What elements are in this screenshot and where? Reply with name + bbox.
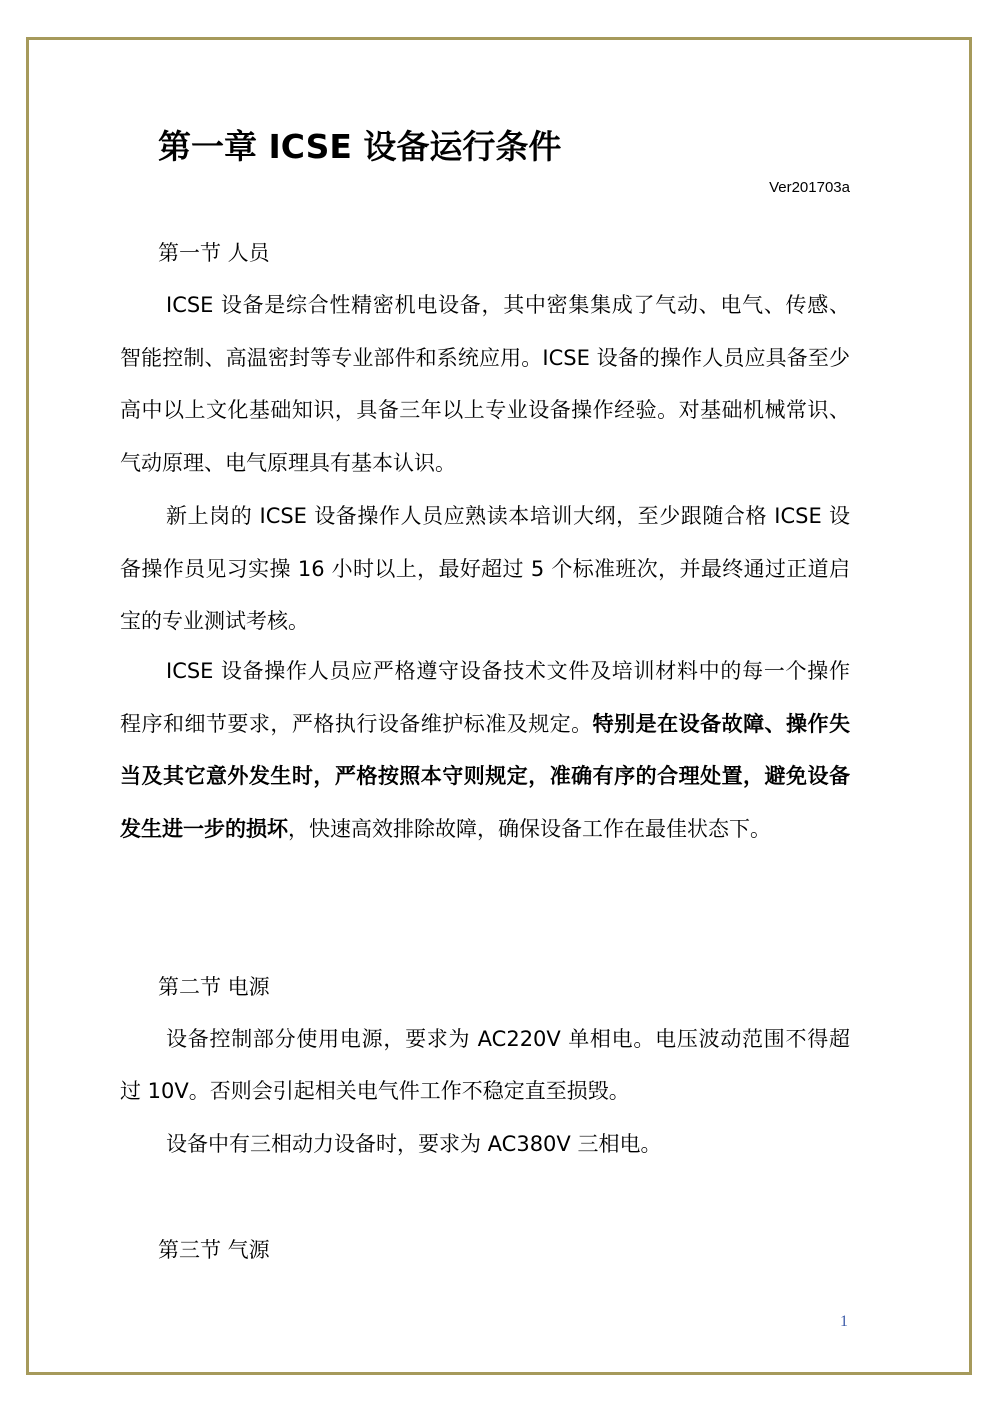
paragraph-plain-end: ，快速高效排除故障，确保设备工作在最佳状态下。 [288,817,771,842]
paragraph-plain-start: ICSE 设备操作人员应严格遵守设备技术文件及培训材料中的每一个操作程序和细节要求，严格执行设备维护标准及规定。 [120,659,850,736]
chapter-title: 第一章 ICSE 设备运行条件 [158,127,562,166]
section-heading-power: 第二节 电源 [158,975,270,999]
paragraph-personnel-1: ICSE 设备是综合性精密机电设备，其中密集集成了气动、电气、传感、智能控制、高温密封等专业部件和系统应用。ICSE 设备的操作人员应具备至少高中以上文化基础知识，具备三年以上专业设备操作经验。对基础机械常识、气动原理、电气原理具有基本认识。 [120,293,850,476]
section-heading-air-supply: 第三节 气源 [158,1238,270,1262]
paragraph-emphasis: 特别是在设备故障、操作失当及其它意外发生时，严格按照本守则规定，准确有序的合理处置，避免设备发生进一步的损坏 [120,711,851,842]
section-heading-personnel: 第一节 人员 [158,241,270,265]
page-number: 1 [840,1313,848,1330]
paragraph-power-2: 设备中有三相动力设备时，要求为 AC380V 三相电。 [166,1132,662,1156]
paragraph-power-1: 设备控制部分使用电源，要求为 AC220V 单相电。电压波动范围不得超过 10V。否则会引起相关电气件工作不稳定直至损毁。 [120,1027,850,1104]
version-label: Ver201703a [769,179,850,196]
paragraph-personnel-3 [120,645,850,856]
paragraph-personnel-2: 新上岗的 ICSE 设备操作人员应熟读本培训大纲，至少跟随合格 ICSE 设备操作员见习实操 16 小时以上，最好超过 5 个标准班次，并最终通过正道启宝的专业测试考核。 [120,504,850,634]
